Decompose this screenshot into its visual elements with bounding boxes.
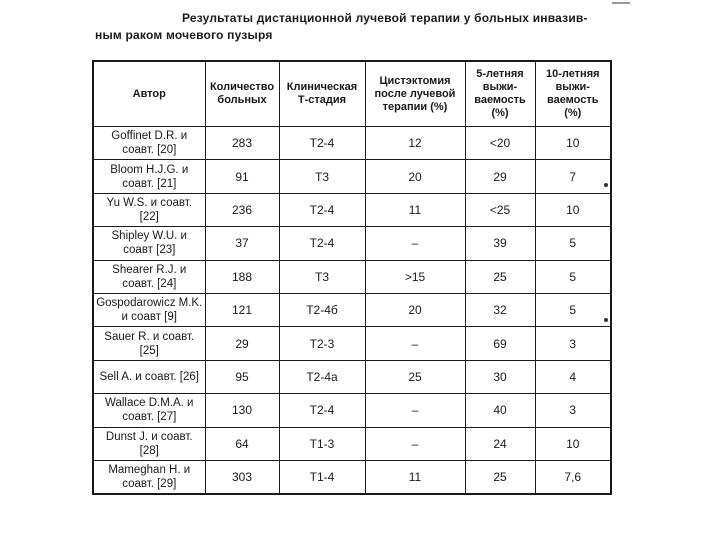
cell-author: Sauer R. и соавт. [25] xyxy=(93,327,205,360)
cell-5-year-survival: 40 xyxy=(465,394,535,427)
cell-patient-count: 236 xyxy=(205,193,279,226)
cell-cystectomy: >15 xyxy=(365,260,465,293)
cell-10-year-survival: 4 xyxy=(535,360,611,393)
cell-5-year-survival: 69 xyxy=(465,327,535,360)
table-row xyxy=(93,127,611,160)
header-patient-count: Количество больных xyxy=(205,61,279,127)
header-author: Автор xyxy=(93,61,205,127)
cell-patient-count: 303 xyxy=(205,460,279,494)
cell-author: Dunst J. и соавт. [28] xyxy=(93,427,205,460)
cell-patient-count: 91 xyxy=(205,160,279,193)
cell-clinical-stage: T2-3 xyxy=(279,327,365,360)
table-row xyxy=(93,460,611,494)
cell-patient-count: 37 xyxy=(205,227,279,260)
cell-cystectomy: 12 xyxy=(365,127,465,160)
header-5-year-survival: 5-летняя выжи-ваемость (%) xyxy=(465,61,535,127)
cell-10-year-survival: 3 xyxy=(535,327,611,360)
table-row xyxy=(93,160,611,193)
cell-cystectomy: – xyxy=(365,327,465,360)
cell-10-year-survival: 10 xyxy=(535,127,611,160)
cell-author: Wallace D.M.A. и соавт. [27] xyxy=(93,394,205,427)
cell-clinical-stage: T2-4a xyxy=(279,360,365,393)
caption-line-1: Результаты дистанционной лучевой терапии у больных инвазив- xyxy=(182,11,588,25)
results-table xyxy=(92,60,612,495)
cell-clinical-stage: T3 xyxy=(279,260,365,293)
cell-author: Mameghan H. и соавт. [29] xyxy=(93,460,205,494)
table-row xyxy=(93,427,611,460)
cell-cystectomy: 20 xyxy=(365,160,465,193)
cell-5-year-survival: <25 xyxy=(465,193,535,226)
cell-clinical-stage: T1-3 xyxy=(279,427,365,460)
scan-artifact-dot xyxy=(604,318,608,322)
cell-cystectomy: – xyxy=(365,227,465,260)
table-row xyxy=(93,360,611,393)
cell-author: Shipley W.U. и соавт [23] xyxy=(93,227,205,260)
cell-10-year-survival: 7 xyxy=(535,160,611,193)
cell-5-year-survival: 24 xyxy=(465,427,535,460)
cell-clinical-stage: T1-4 xyxy=(279,460,365,494)
scan-artifact-dot xyxy=(604,183,608,187)
cell-patient-count: 188 xyxy=(205,260,279,293)
cell-author: Bloom H.J.G. и соавт. [21] xyxy=(93,160,205,193)
cell-clinical-stage: T2-4 xyxy=(279,193,365,226)
cell-patient-count: 95 xyxy=(205,360,279,393)
cell-author: Goffinet D.R. и соавт. [20] xyxy=(93,127,205,160)
cell-cystectomy: 20 xyxy=(365,293,465,326)
table-row xyxy=(93,227,611,260)
cell-cystectomy: 11 xyxy=(365,460,465,494)
cell-5-year-survival: 30 xyxy=(465,360,535,393)
cell-10-year-survival: 10 xyxy=(535,193,611,226)
cell-patient-count: 121 xyxy=(205,293,279,326)
cell-cystectomy: 11 xyxy=(365,193,465,226)
table-caption xyxy=(95,10,615,44)
cell-author: Sell A. и соавт. [26] xyxy=(93,360,205,393)
table-header-row xyxy=(93,61,611,127)
cell-clinical-stage: T2-4 xyxy=(279,127,365,160)
cell-patient-count: 64 xyxy=(205,427,279,460)
scan-artifact-line xyxy=(612,2,630,4)
cell-patient-count: 130 xyxy=(205,394,279,427)
cell-5-year-survival: 25 xyxy=(465,260,535,293)
cell-5-year-survival: 32 xyxy=(465,293,535,326)
caption-line-2: ным раком мочевого пузыря xyxy=(95,28,273,42)
cell-10-year-survival: 5 xyxy=(535,260,611,293)
cell-10-year-survival: 5 xyxy=(535,293,611,326)
table-row xyxy=(93,193,611,226)
cell-10-year-survival: 3 xyxy=(535,394,611,427)
header-clinical-stage: Клиническая Т-стадия xyxy=(279,61,365,127)
header-cystectomy: Цистэктомия после лучевой терапии (%) xyxy=(365,61,465,127)
cell-author: Yu W.S. и соавт. [22] xyxy=(93,193,205,226)
cell-author: Gospodarowicz M.K. и соавт [9] xyxy=(93,293,205,326)
cell-5-year-survival: 39 xyxy=(465,227,535,260)
cell-clinical-stage: T2-4 xyxy=(279,227,365,260)
cell-cystectomy: – xyxy=(365,394,465,427)
cell-clinical-stage: T2-4б xyxy=(279,293,365,326)
cell-10-year-survival: 7,6 xyxy=(535,460,611,494)
cell-10-year-survival: 10 xyxy=(535,427,611,460)
cell-patient-count: 29 xyxy=(205,327,279,360)
cell-patient-count: 283 xyxy=(205,127,279,160)
cell-clinical-stage: T2-4 xyxy=(279,394,365,427)
cell-5-year-survival: 25 xyxy=(465,460,535,494)
table-row xyxy=(93,260,611,293)
cell-5-year-survival: 29 xyxy=(465,160,535,193)
table-row xyxy=(93,327,611,360)
cell-cystectomy: – xyxy=(365,427,465,460)
header-10-year-survival: 10-летняя выжи-ваемость (%) xyxy=(535,61,611,127)
cell-clinical-stage: T3 xyxy=(279,160,365,193)
table-row xyxy=(93,394,611,427)
cell-10-year-survival: 5 xyxy=(535,227,611,260)
cell-author: Shearer R.J. и соавт. [24] xyxy=(93,260,205,293)
cell-cystectomy: 25 xyxy=(365,360,465,393)
table-row xyxy=(93,293,611,326)
cell-5-year-survival: <20 xyxy=(465,127,535,160)
